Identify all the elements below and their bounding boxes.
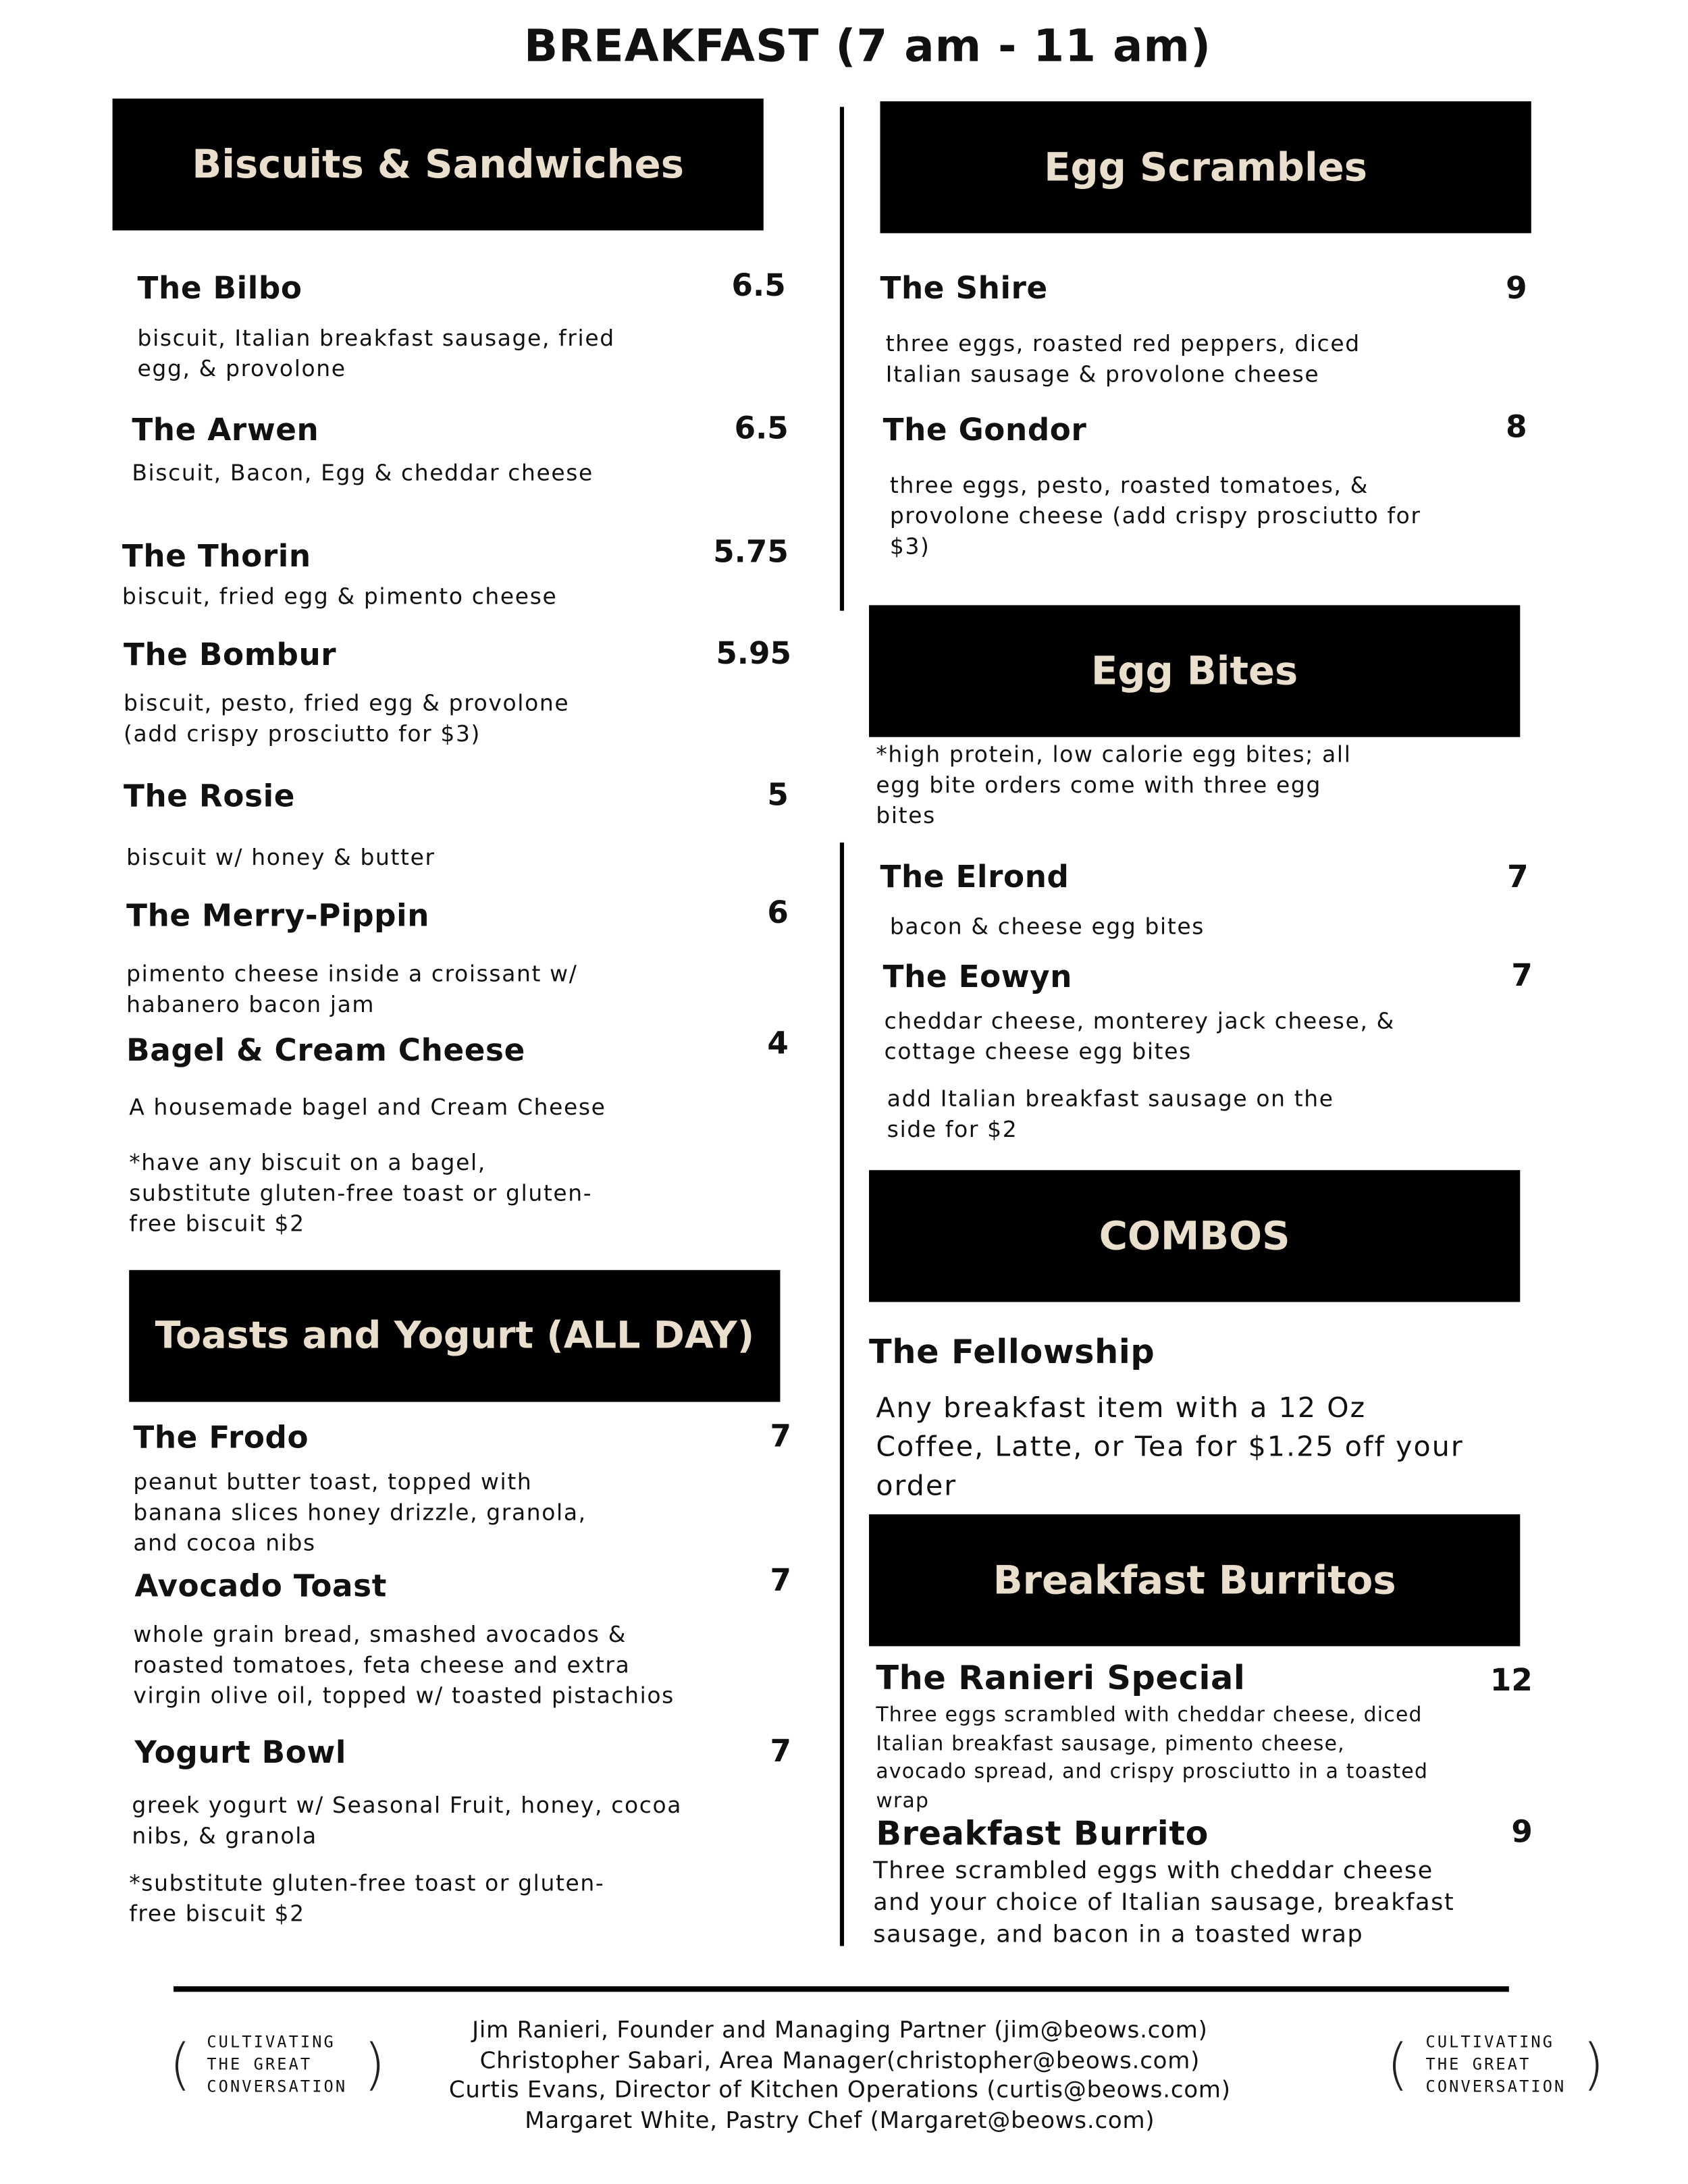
item-price: 7 xyxy=(770,1420,791,1455)
item-description: bacon & cheese egg bites xyxy=(889,913,1205,940)
biscuits-note: *have any biscuit on a bagel, substitute gluten-free toast or gluten- free biscuit $2 xyxy=(129,1149,593,1237)
item-price: 6.5 xyxy=(734,412,789,448)
item-description: Three scrambled eggs with cheddar cheese and your choice of Italian sausage, breakfast sausage, and bacon in a toasted wrap xyxy=(873,1857,1455,1949)
laurel-left-icon: ( xyxy=(1386,2033,1409,2098)
item-name: The Gondor xyxy=(882,413,1087,449)
section-header-scrambles: Egg Scrambles xyxy=(880,101,1531,233)
item-name: The Fellowship xyxy=(869,1332,1155,1372)
toasts-note: *substitute gluten-free toast or gluten- free biscuit $2 xyxy=(129,1869,605,1927)
item-price: 6.5 xyxy=(731,269,786,304)
item-name: The Ranieri Special xyxy=(876,1658,1246,1698)
egg-bites-addon: add Italian breakfast sausage on the side for $2 xyxy=(887,1085,1334,1143)
footer-divider xyxy=(174,1986,1509,1992)
item-name: The Thorin xyxy=(122,539,311,575)
section-header-biscuits: Biscuits & Sandwiches xyxy=(113,99,764,230)
item-description: pimento cheese inside a croissant w/ habanero bacon jam xyxy=(126,960,578,1018)
item-price: 4 xyxy=(767,1027,789,1062)
item-name: The Arwen xyxy=(132,413,319,449)
item-price: 12 xyxy=(1489,1664,1533,1699)
item-name: The Bilbo xyxy=(137,271,302,307)
item-description: A housemade bagel and Cream Cheese xyxy=(129,1094,606,1121)
item-price: 7 xyxy=(770,1735,791,1770)
item-description: three eggs, pesto, roasted tomatoes, & provolone cheese (add crispy prosciutto for $3) xyxy=(889,472,1421,560)
item-description: whole grain bread, smashed avocados & roasted tomatoes, feta cheese and extra virgin olive oil, topped w/ toasted pistachios xyxy=(133,1621,675,1709)
column-divider xyxy=(840,843,844,1946)
laurel-right-icon: ) xyxy=(1582,2033,1604,2098)
item-description: Three eggs scrambled with cheddar cheese, diced Italian breakfast sausage, pimento cheese, avocado spread, and crispy prosciutto in a toasted wrap xyxy=(876,1704,1429,1813)
item-price: 9 xyxy=(1506,271,1527,307)
item-name: The Rosie xyxy=(123,780,296,815)
item-price: 7 xyxy=(1507,860,1529,896)
laurel-left-icon: ( xyxy=(169,2033,191,2098)
item-name: The Merry-Pippin xyxy=(126,899,430,934)
item-price: 9 xyxy=(1511,1815,1533,1850)
item-description: Any breakfast item with a 12 Oz Coffee, Latte, or Tea for $1.25 off your order xyxy=(876,1391,1464,1502)
item-name: Avocado Toast xyxy=(134,1570,387,1605)
laurel-right-icon: ) xyxy=(363,2033,386,2098)
item-name: Breakfast Burrito xyxy=(876,1814,1209,1853)
item-name: The Bombur xyxy=(123,638,337,674)
item-price: 5 xyxy=(767,778,789,814)
item-description: cheddar cheese, monterey jack cheese, & cottage cheese egg bites xyxy=(884,1007,1395,1065)
egg-bites-note: *high protein, low calorie egg bites; all egg bite orders come with three egg bites xyxy=(876,741,1352,829)
section-header-burritos: Breakfast Burritos xyxy=(869,1514,1520,1646)
item-description: Biscuit, Bacon, Egg & cheddar cheese xyxy=(132,459,594,486)
column-divider xyxy=(840,107,844,610)
footer-motto: CULTIVATING THE GREAT CONVERSATION xyxy=(207,2031,348,2096)
item-description: peanut butter toast, topped with banana slices honey drizzle, granola, and cocoa nibs xyxy=(133,1468,587,1556)
item-description: biscuit, Italian breakfast sausage, fried egg, & provolone xyxy=(137,325,615,382)
item-description: greek yogurt w/ Seasonal Fruit, honey, cocoa nibs, & granola xyxy=(132,1792,683,1849)
footer-contacts: Jim Ranieri, Founder and Managing Partner (jim@beows.com) Christopher Sabari, Area Manager(christopher@beows.com) Curtis Evans, Director of Kitchen Operations (curtis@beows.com) Margaret White, Pastry Chef (Margaret@beows.com) xyxy=(448,2017,1231,2133)
item-name: The Frodo xyxy=(133,1421,309,1456)
item-price: 7 xyxy=(770,1564,791,1599)
item-price: 5.75 xyxy=(713,535,789,571)
item-price: 6 xyxy=(767,897,789,932)
item-price: 7 xyxy=(1511,959,1533,994)
item-description: biscuit, pesto, fried egg & provolone (add crispy prosciutto for $3) xyxy=(123,689,570,747)
section-header-egg-bites: Egg Bites xyxy=(869,605,1520,737)
item-name: Yogurt Bowl xyxy=(134,1736,347,1772)
item-name: The Eowyn xyxy=(882,960,1073,996)
item-name: Bagel & Cream Cheese xyxy=(126,1034,525,1069)
item-price: 5.95 xyxy=(716,637,791,672)
section-header-combos: COMBOS xyxy=(869,1170,1520,1302)
item-description: three eggs, roasted red peppers, diced Italian sausage & provolone cheese xyxy=(885,330,1361,388)
menu-title: BREAKFAST (7 am - 11 am) xyxy=(523,19,1212,72)
item-name: The Elrond xyxy=(880,860,1070,896)
section-header-toasts: Toasts and Yogurt (ALL DAY) xyxy=(129,1270,780,1402)
item-description: biscuit, fried egg & pimento cheese xyxy=(122,583,558,610)
item-price: 8 xyxy=(1506,410,1527,446)
item-description: biscuit w/ honey & butter xyxy=(126,844,436,871)
item-name: The Shire xyxy=(880,271,1048,307)
footer-motto: CULTIVATING THE GREAT CONVERSATION xyxy=(1425,2031,1566,2096)
